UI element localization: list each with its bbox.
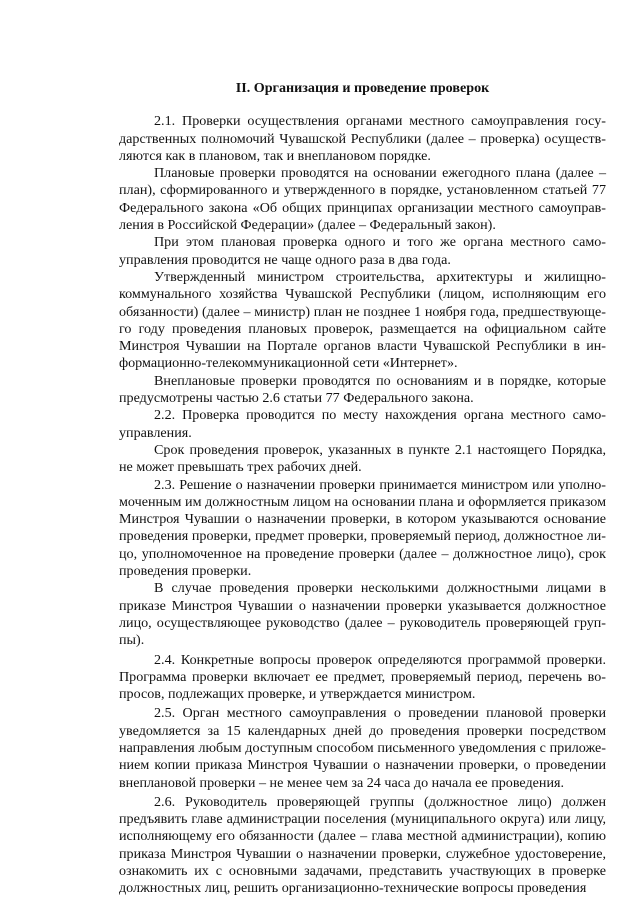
paragraph-group-leader: В случае проведения проверки несколькими должностными лицами в приказе Минстроя Чувашии о назначении проверки указывается должностное лицо, осуществляющее руководство (далее – руководитель проверяющей группы).: [119, 580, 606, 649]
paragraph-2-5: 2.5. Орган местного самоуправления о проведении плановой проверки уведомляется за 15 календарных дней до проведения проверки посредством направления любым доступным способом письменного уведомления с приложением копии приказа Минстроя Чувашии о назначении проверки, о проведении внеплановой проверки – не менее чем за 24 часа до начала ее проведения.: [119, 705, 606, 791]
paragraph-frequency: При этом плановая проверка одного и того же органа местного самоуправления проводится не чаще одного раза в два года.: [119, 234, 606, 268]
paragraph-2-4: 2.4. Конкретные вопросы проверок определяются программой проверки. Программа проверки включает ее предмет, проверяемый период, перечень вопросов, подлежащих проверке, и утверждается министром.: [119, 651, 606, 703]
paragraph-2-1: 2.1. Проверки осуществления органами местного самоуправления государственных полномочий Чувашской Республики (далее – проверка) осуществляются как в плановом, так и внеплановом порядке.: [119, 113, 606, 164]
paragraph-2-6: 2.6. Руководитель проверяющей группы (должностное лицо) должен предъявить главе администрации поселения (муниципального округа) или лицу, исполняющему его обязанности (далее – глава местной администрации), копию приказа Минстроя Чувашии о назначении проверки, служебное удостоверение, ознакомить их с основными задачами, представить участвующих в проверке должностных лиц, решить организационно-технические вопросы проведения: [119, 793, 606, 897]
section-title: II. Организация и проведение проверок: [235, 80, 490, 96]
paragraph-2-2: 2.2. Проверка проводится по месту нахождения органа местного самоуправления.: [119, 407, 606, 441]
paragraph-plan-approval: Утвержденный министром строительства, архитектуры и жилищно-коммунального хозяйства Чувашской Республики (лицом, исполняющим его обязанности) (далее – министр) план не позднее 1 ноября года, предшествующего году проведения плановых проверок, размещается на официальном сайте Минстроя Чувашии на Портале органов власти Чувашской Республики в информационно-телекоммуникационной сети «Интернет».: [119, 268, 606, 372]
document-body: [119, 80, 606, 898]
paragraph-2-3: 2.3. Решение о назначении проверки принимается министром или уполномоченным им должностным лицом на основании плана и оформляется приказом Минстроя Чувашии о назначении проверки, в котором указываются основание проведения проверки, предмет проверки, проверяемый период, должностное лицо, уполномоченное на проведение проверки (далее – должностное лицо), срок проведения проверки.: [119, 476, 606, 580]
paragraph-unscheduled-inspections: Внеплановые проверки проводятся по основаниям и в порядке, которые предусмотрены частью 2.6 статьи 77 Федерального закона.: [119, 372, 606, 407]
paragraph-planned-inspections: Плановые проверки проводятся на основании ежегодного плана (далее – план), сформированного и утвержденного в порядке, установленном статьей 77 Федерального закона «Об общих принципах организации местного самоуправления в Российской Федерации» (далее – Федеральный закон).: [119, 165, 606, 234]
paragraph-inspection-term: Срок проведения проверок, указанных в пункте 2.1 настоящего Порядка, не может превышать трех рабочих дней.: [119, 441, 606, 476]
